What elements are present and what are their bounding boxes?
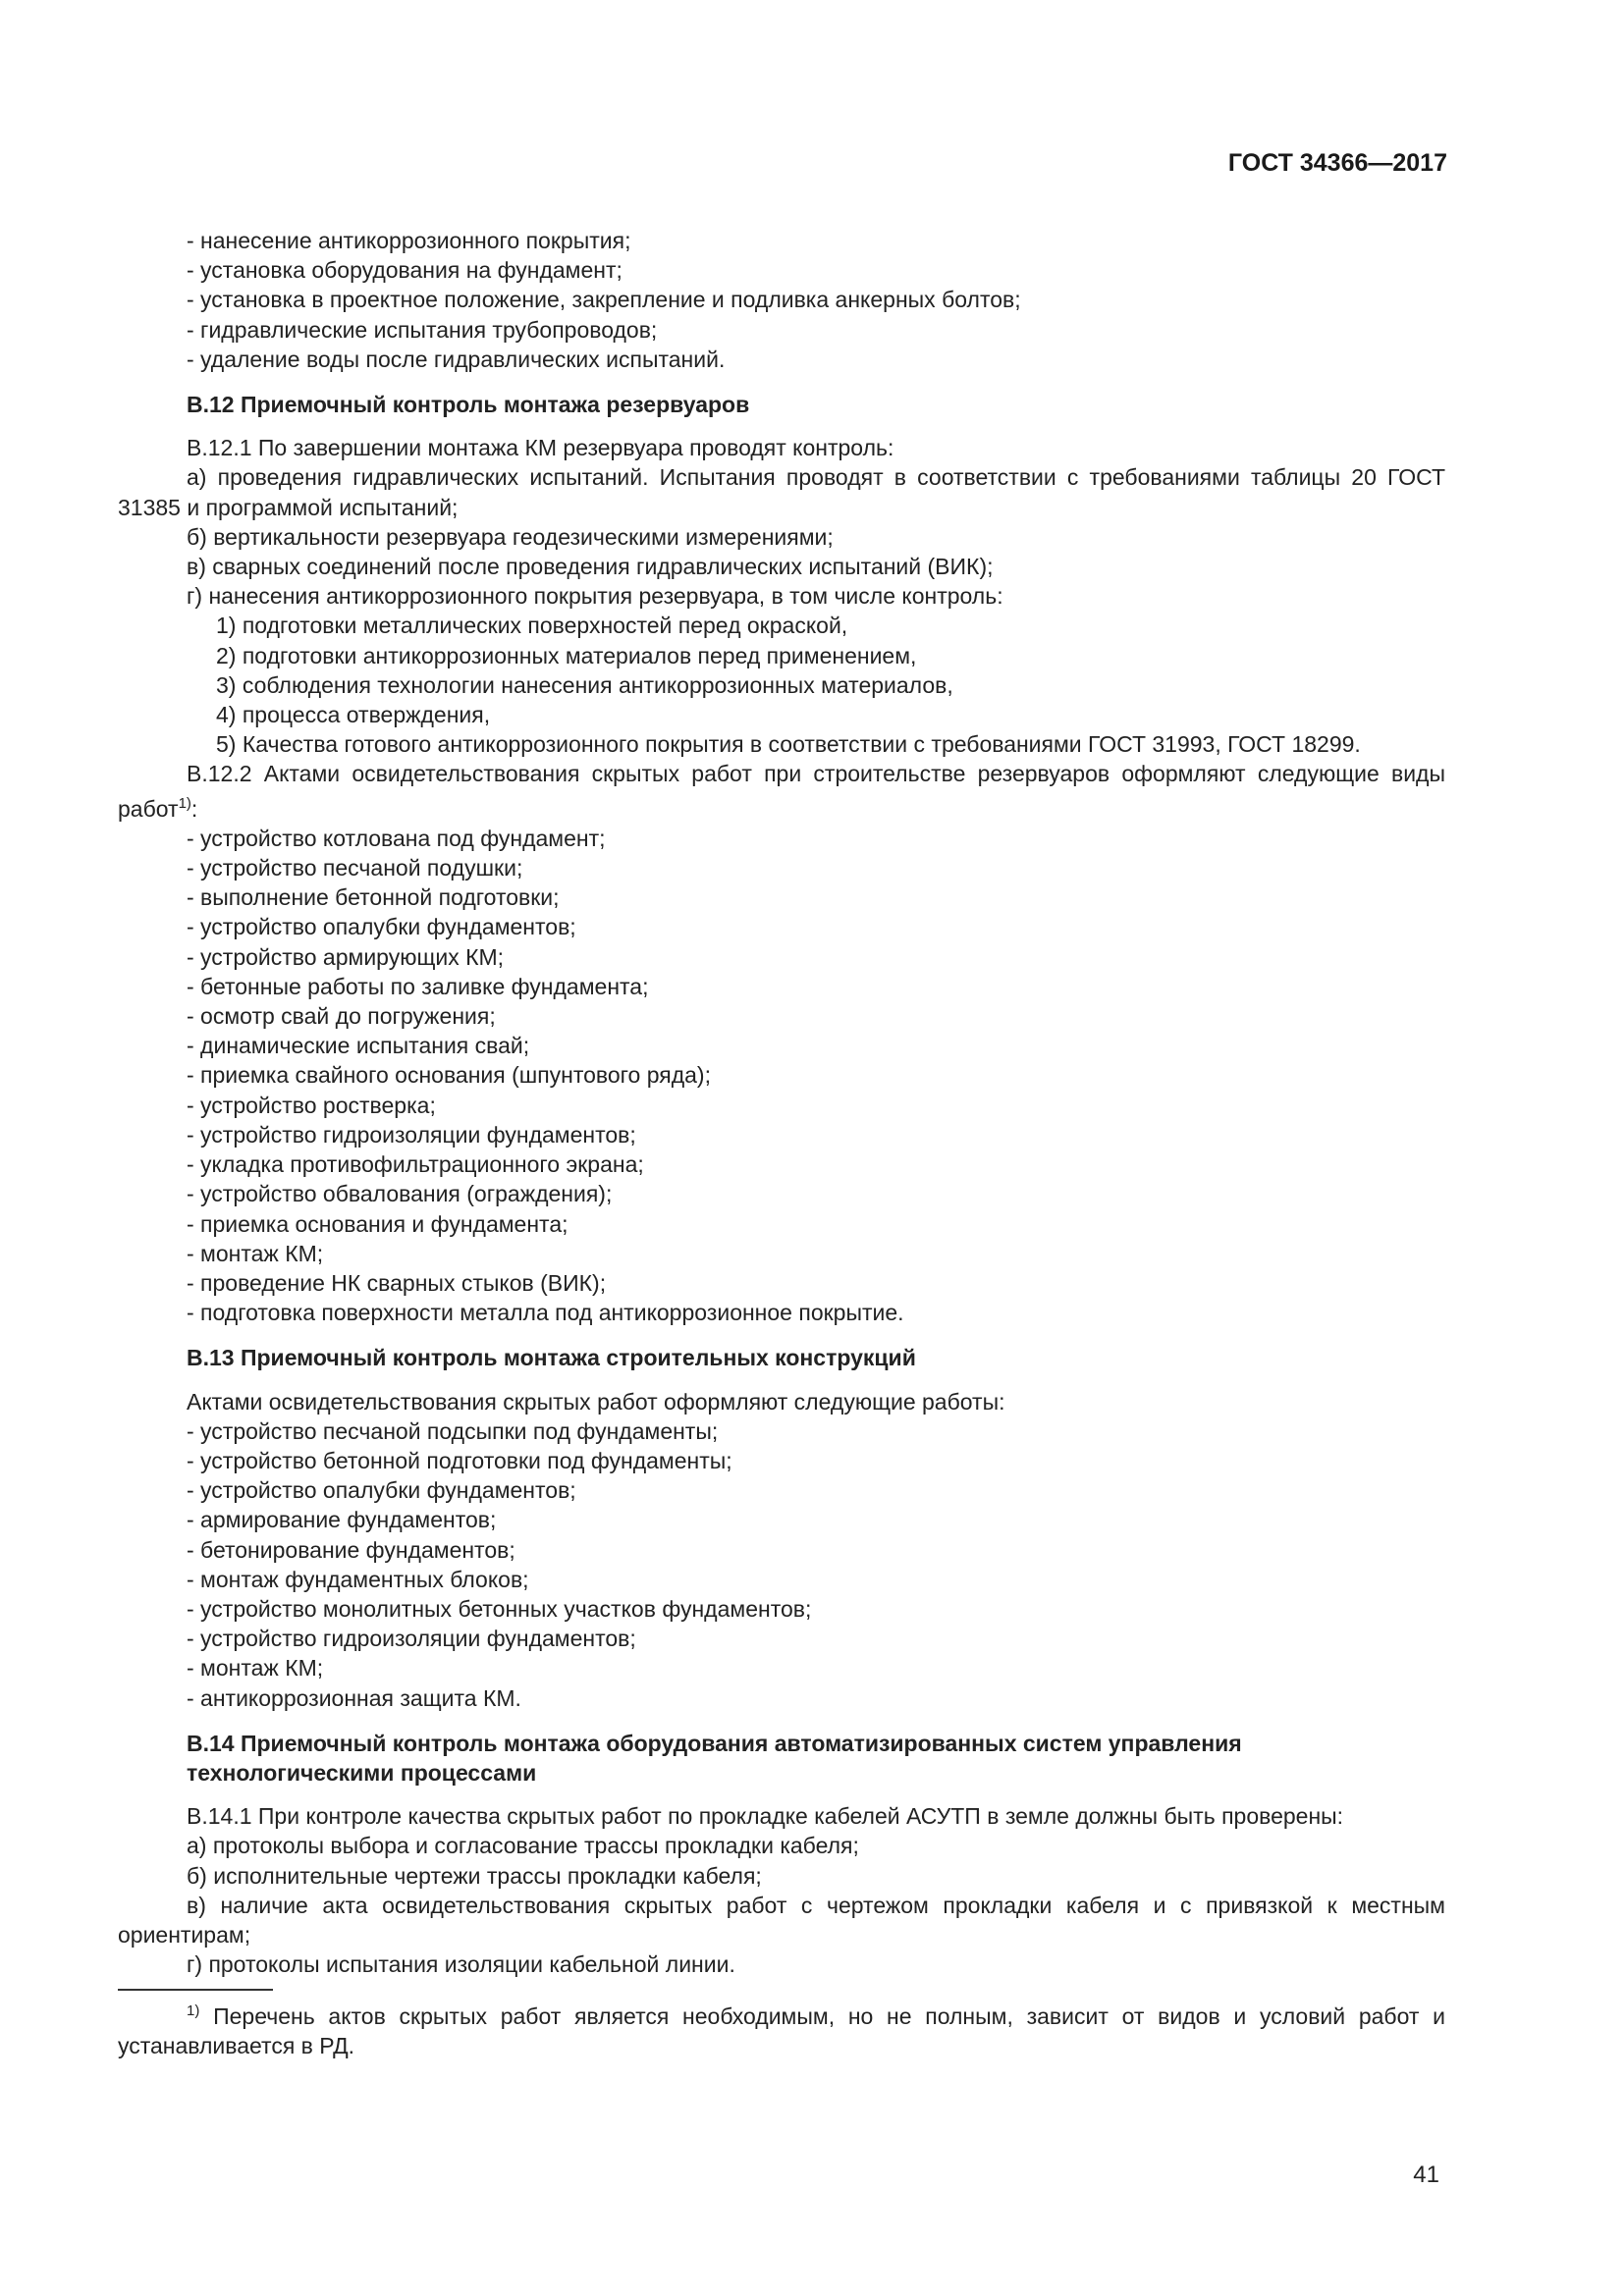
list-item: - проведение НК сварных стыков (ВИК);	[187, 1269, 607, 1296]
paragraph-b12-2-text: В.12.2 Актами освидетельствования скрытых работ при строительстве резервуаров оформляют следующие виды работ	[118, 761, 1445, 822]
paragraph-b12-1-a-text: а) проведения гидравлических испытаний. Испытания проводят в соответствии с требованиями таблицы 20 ГОСТ 31385 и программой испытаний;	[118, 464, 1445, 520]
paragraph-b14-intro: В.14.1 При контроле качества скрытых работ по прокладке кабелей АСУТП в земле должны быть проверены:	[187, 1803, 1344, 1830]
sub-item: 5) Качества готового антикоррозионного покрытия в соответствии с требованиями ГОСТ 31993, ГОСТ 18299.	[216, 731, 1361, 758]
list-item: - устройство гидроизоляции фундаментов;	[187, 1626, 636, 1652]
sub-item: 4) процесса отверждения,	[216, 702, 491, 728]
list-item: - монтаж фундаментных блоков;	[187, 1566, 529, 1592]
list-item: - армирование фундаментов;	[187, 1507, 497, 1533]
footnote	[118, 1997, 1445, 2060]
list-item: - устройство ростверка;	[187, 1092, 436, 1118]
list-item: - устройство обвалования (ограждения);	[187, 1181, 613, 1207]
paragraph-b12-1-v: в) сварных соединений после проведения гидравлических испытаний (ВИК);	[187, 554, 994, 580]
page-number: 41	[1413, 2162, 1439, 2188]
intro-item: - установка оборудования на фундамент;	[187, 257, 623, 284]
list-item: - осмотр свай до погружения;	[187, 1003, 496, 1030]
list-item: - устройство гидроизоляции фундаментов;	[187, 1121, 636, 1148]
list-item: - устройство монолитных бетонных участков фундаментов;	[187, 1595, 812, 1622]
paragraph-b14-a: а) протоколы выбора и согласование трассы прокладки кабеля;	[187, 1833, 859, 1859]
paragraph-b14-v: в) наличие акта освидетельствования скрытых работ с чертежом прокладки кабеля и с привязкой к местным ориентирам;	[118, 1892, 1445, 1948]
paragraph-b12-1-b: б) вертикальности резервуара геодезическими измерениями;	[187, 523, 834, 550]
paragraph-b12-1-intro: В.12.1 По завершении монтажа КМ резервуара проводят контроль:	[187, 435, 894, 461]
intro-item: - гидравлические испытания трубопроводов;	[187, 316, 658, 343]
section-heading-b14: В.14 Приемочный контроль монтажа оборудования автоматизированных систем управления технологическими процессами	[187, 1730, 1242, 1786]
paragraph-b12-1-a	[118, 462, 1445, 521]
intro-item: - установка в проектное положение, закрепление и подливка анкерных болтов;	[187, 287, 1021, 313]
footnote-reference: 1)	[178, 794, 191, 812]
list-item: - устройство армирующих КМ;	[187, 943, 505, 970]
list-item: - устройство котлована под фундамент;	[187, 825, 606, 851]
list-item: - устройство бетонной подготовки под фундаменты;	[187, 1447, 732, 1473]
list-item: - укладка противофильтрационного экрана;	[187, 1151, 644, 1178]
list-item: - устройство опалубки фундаментов;	[187, 1477, 576, 1504]
list-item: - бетонные работы по заливке фундамента;	[187, 973, 649, 999]
paragraph-b12-1-g: г) нанесения антикоррозионного покрытия резервуара, в том числе контроль:	[187, 583, 1003, 610]
section-heading-b13: В.13 Приемочный контроль монтажа строительных конструкций	[187, 1345, 916, 1371]
paragraph-b12-2	[118, 759, 1445, 823]
list-item: - приемка свайного основания (шпунтового ряда);	[187, 1062, 711, 1089]
list-item: - устройство опалубки фундаментов;	[187, 914, 576, 940]
list-item: - монтаж КМ;	[187, 1240, 324, 1266]
list-item: - устройство песчаной подсыпки под фундаменты;	[187, 1417, 719, 1444]
standard-designation: ГОСТ 34366—2017	[1227, 149, 1447, 177]
list-item: - динамические испытания свай;	[187, 1033, 530, 1059]
intro-item: - удаление воды после гидравлических испытаний.	[187, 346, 726, 372]
paragraph-b12-2-colon: :	[190, 795, 198, 822]
intro-item: - нанесение антикоррозионного покрытия;	[187, 228, 631, 253]
footnote-text: Перечень актов скрытых работ является необходимым, но не полным, зависит от видов и условий работ и устанавливается в РД.	[118, 2003, 1445, 2059]
list-item: - подготовка поверхности металла под антикоррозионное покрытие.	[187, 1300, 904, 1326]
sub-item: 2) подготовки антикоррозионных материалов перед применением,	[216, 642, 917, 668]
paragraph-b13-intro: Актами освидетельствования скрытых работ оформляют следующие работы:	[187, 1388, 1005, 1415]
list-item: - выполнение бетонной подготовки;	[187, 884, 560, 911]
list-item: - бетонирование фундаментов;	[187, 1536, 515, 1563]
sub-item: 3) соблюдения технологии нанесения антикоррозионных материалов,	[216, 671, 953, 698]
footnote-mark: 1)	[187, 2002, 200, 2020]
list-item: - антикоррозионная защита КМ.	[187, 1684, 521, 1711]
page-body	[118, 226, 1445, 2060]
paragraph-b14-g: г) протоколы испытания изоляции кабельной линии.	[187, 1951, 735, 1978]
list-item: - устройство песчаной подушки;	[187, 855, 523, 881]
list-item: - монтаж КМ;	[187, 1655, 324, 1682]
footnote-divider	[118, 1989, 273, 1991]
section-heading-b12: В.12 Приемочный контроль монтажа резервуаров	[187, 392, 750, 418]
sub-item: 1) подготовки металлических поверхностей перед окраской,	[216, 613, 848, 639]
paragraph-b14-b: б) исполнительные чертежи трассы прокладки кабеля;	[187, 1862, 762, 1889]
list-item: - приемка основания и фундамента;	[187, 1210, 568, 1237]
